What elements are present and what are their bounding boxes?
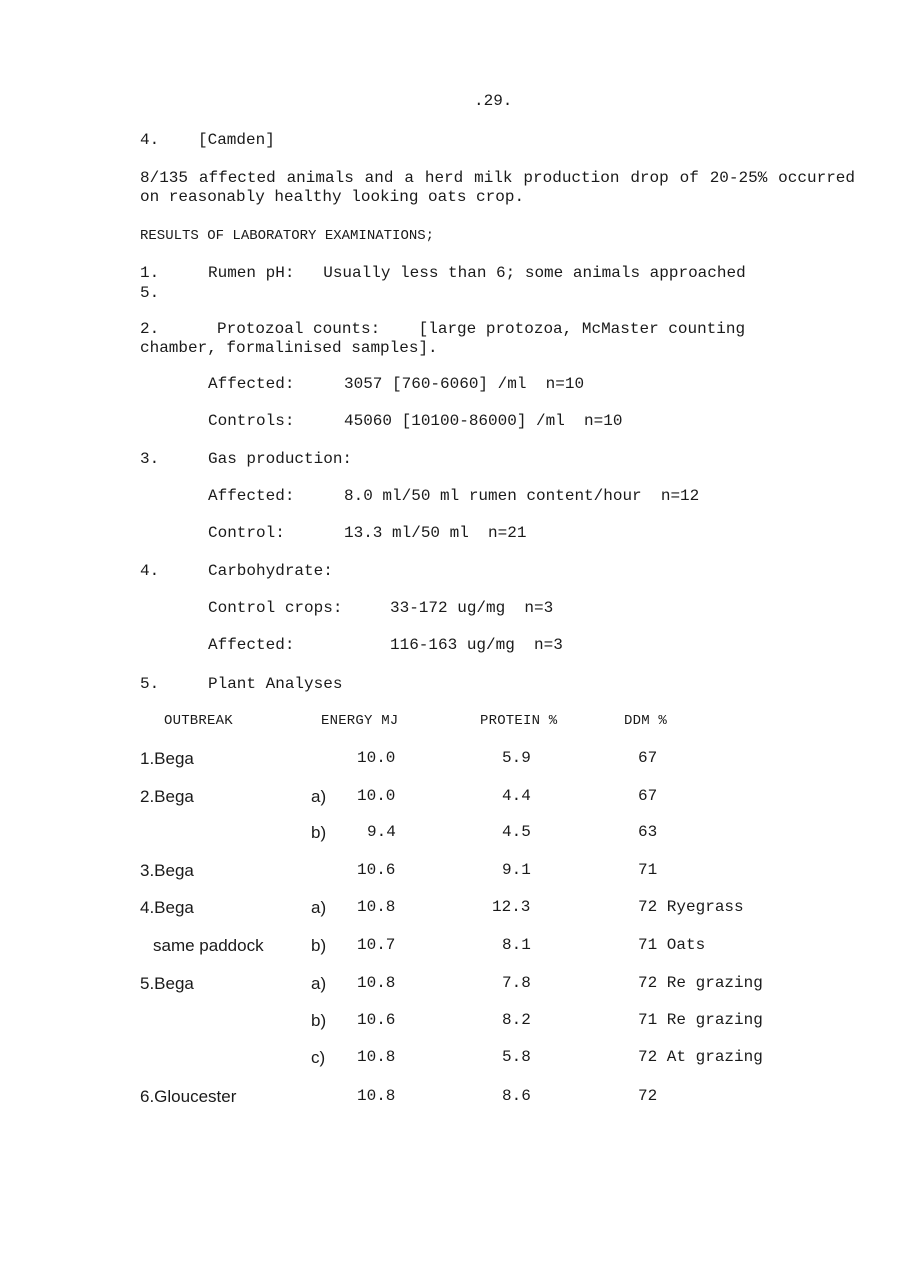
cell-outbreak: 3.Bega [140,861,194,880]
item4-affected-value: 116-163 ug/mg n=3 [390,636,563,654]
cell-sub: b) [311,823,327,842]
cell-ddm: 71 [638,861,658,879]
cell-sub: a) [311,787,327,806]
col-header-outbreak: OUTBREAK [164,713,233,729]
cell-outbreak: 5.Bega [140,974,194,993]
cell-outbreak: 2.Bega [140,787,194,806]
item4-text: Carbohydrate: [208,562,333,580]
cell-ddm: 71 Re grazing [638,1011,763,1029]
cell-sub: c) [311,1048,326,1067]
cell-ddm: 63 [638,823,658,841]
cell-ddm: 67 [638,749,658,767]
cell-sub: b) [311,1011,327,1030]
cell-energy: 10.0 [357,749,396,767]
cell-energy: 10.6 [357,861,396,879]
item3-affected-value: 8.0 ml/50 ml rumen content/hour n=12 [344,487,700,505]
item3-number: 3. [140,450,160,468]
cell-sub: b) [311,936,327,955]
cell-energy: 10.8 [357,1087,396,1105]
section-title: [Camden] [198,131,275,149]
section-number: 4. [140,131,160,149]
page-number: .29. [474,92,513,110]
col-header-energy: ENERGY MJ [321,713,399,729]
cell-protein: 8.1 [502,936,531,954]
item1-text: Rumen pH: Usually less than 6; some animals approached [208,264,746,282]
cell-protein: 4.5 [502,823,531,841]
item4-control-label: Control crops: [208,599,343,617]
cell-energy: 10.7 [357,936,396,954]
item2-text: Protozoal counts: [large protozoa, McMaster counting [217,320,746,338]
item2-controls-value: 45060 [10100-86000] /ml n=10 [344,412,623,430]
results-heading: RESULTS OF LABORATORY EXAMINATIONS; [140,228,435,244]
item3-control-value: 13.3 ml/50 ml n=21 [344,524,527,542]
cell-energy: 10.8 [357,898,396,916]
item5-number: 5. [140,675,160,693]
cell-ddm: 72 At grazing [638,1048,763,1066]
item4-number: 4. [140,562,160,580]
item2-affected-value: 3057 [760-6060] /ml n=10 [344,375,585,393]
cell-outbreak: 6.Gloucester [140,1087,237,1106]
item1-number: 1. [140,264,160,282]
cell-ddm: 67 [638,787,658,805]
cell-outbreak: 4.Bega [140,898,194,917]
cell-outbreak: same paddock [153,936,264,955]
cell-protein: 12.3 [492,898,531,916]
cell-sub: a) [311,974,327,993]
cell-protein: 5.8 [502,1048,531,1066]
cell-protein: 8.6 [502,1087,531,1105]
intro-paragraph: 8/135 affected animals and a herd milk production drop of 20-25% occurred on reasonably healthy looking oats crop. [140,169,855,206]
cell-ddm: 72 [638,1087,658,1105]
cell-sub: a) [311,898,327,917]
cell-ddm: 72 Re grazing [638,974,763,992]
item3-text: Gas production: [208,450,353,468]
item2-continuation: chamber, formalinised samples]. [140,339,438,357]
cell-protein: 7.8 [502,974,531,992]
item3-control-label: Control: [208,524,285,542]
cell-energy: 9.4 [367,823,396,841]
cell-protein: 9.1 [502,861,531,879]
item4-affected-label: Affected: [208,636,295,654]
cell-energy: 10.8 [357,1048,396,1066]
cell-ddm: 71 Oats [638,936,706,954]
item1-continuation: 5. [140,284,160,302]
col-header-protein: PROTEIN % [480,713,558,729]
cell-protein: 5.9 [502,749,531,767]
item5-text: Plant Analyses [208,675,343,693]
item4-control-value: 33-172 ug/mg n=3 [390,599,554,617]
item2-affected-label: Affected: [208,375,295,393]
cell-ddm: 72 Ryegrass [638,898,744,916]
col-header-ddm: DDM % [624,713,668,729]
cell-energy: 10.0 [357,787,396,805]
item2-number: 2. [140,320,160,338]
item3-affected-label: Affected: [208,487,295,505]
cell-energy: 10.8 [357,974,396,992]
cell-protein: 8.2 [502,1011,531,1029]
cell-energy: 10.6 [357,1011,396,1029]
cell-protein: 4.4 [502,787,531,805]
item2-controls-label: Controls: [208,412,295,430]
cell-outbreak: 1.Bega [140,749,194,768]
